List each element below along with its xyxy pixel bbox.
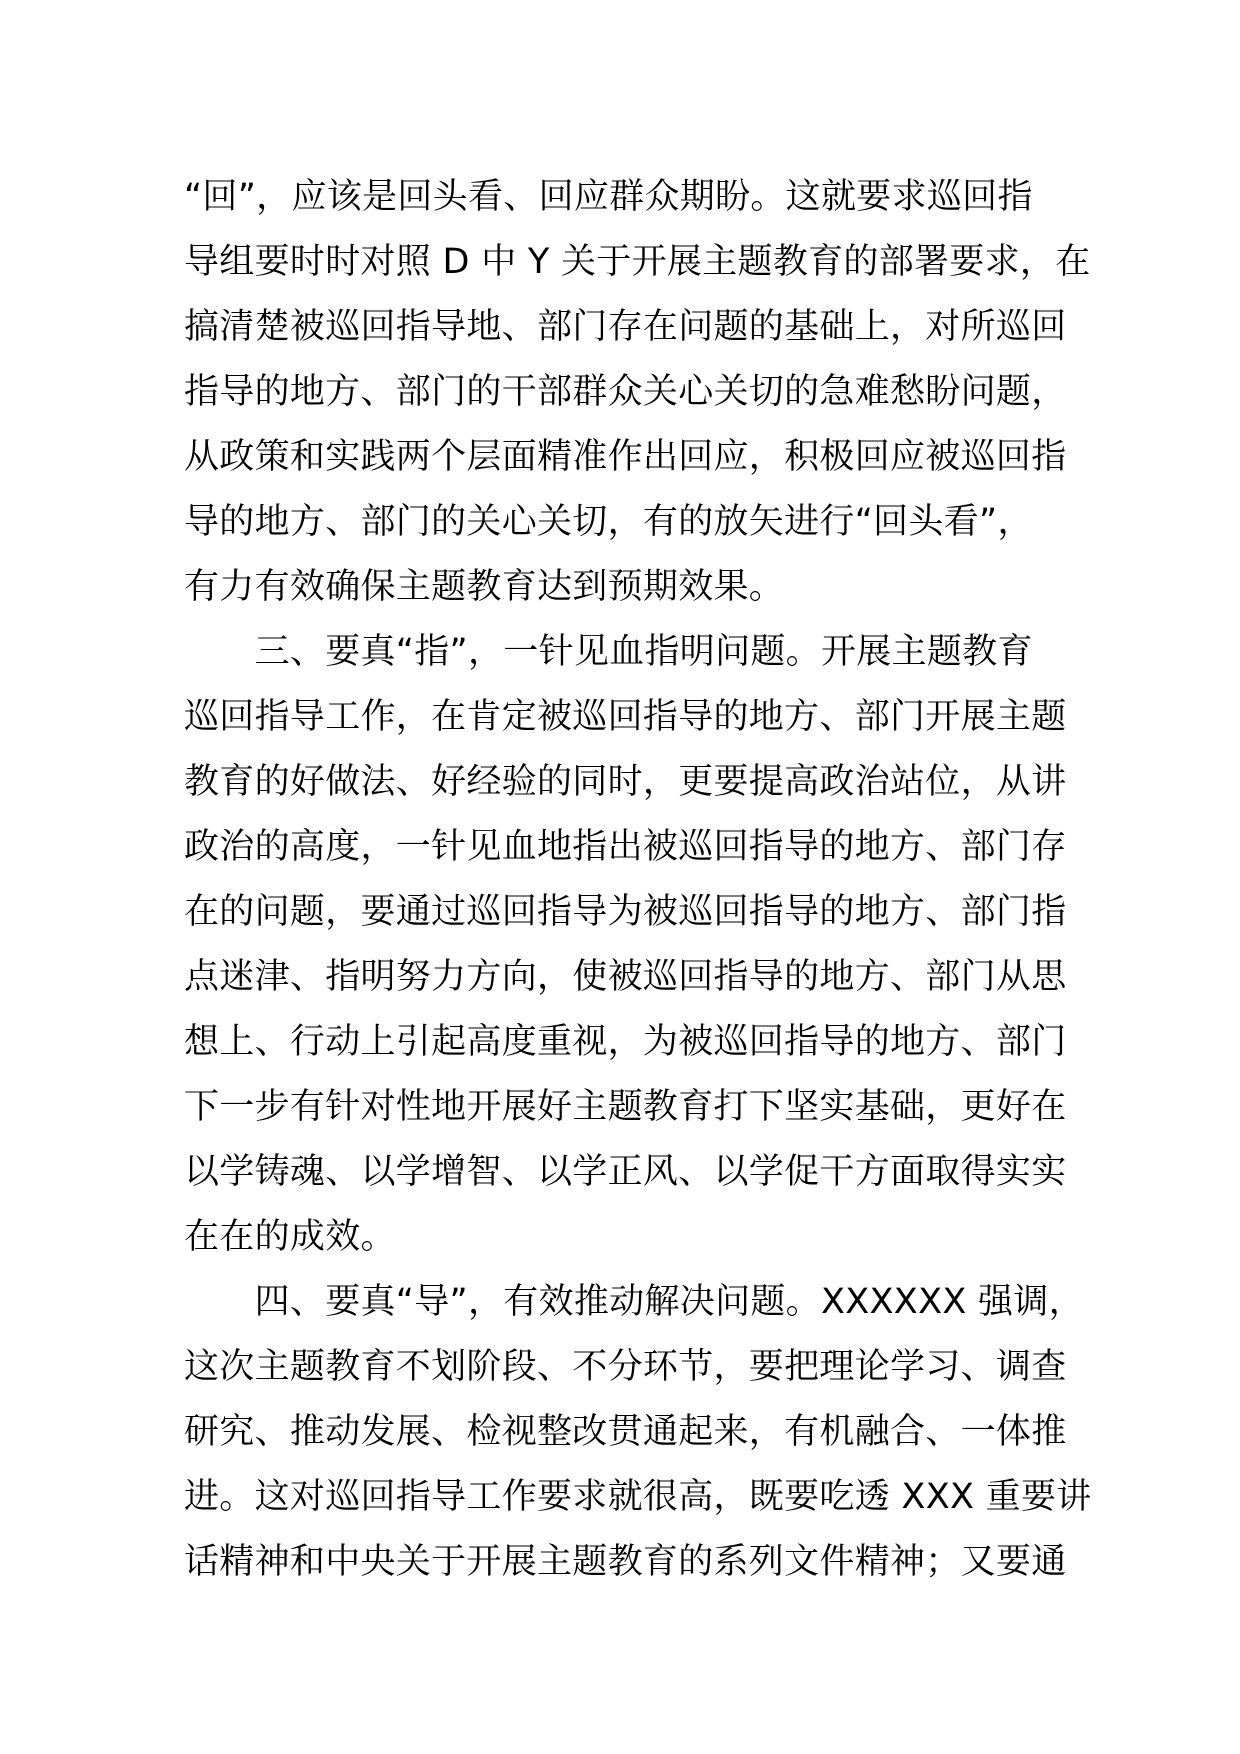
body-text [184,165,1092,1595]
text-line: 研究、推动发展、检视整改贯通起来，有机融合、一体推 [184,1412,1067,1452]
text-line: 以学铸魂、以学增智、以学正风、以学促干方面取得实实 [184,1152,1067,1192]
text-line: 想上、行动上引起高度重视，为被巡回指导的地方、部门 [184,1022,1067,1062]
text-line: 指导的地方、部门的干部群众关心关切的急难愁盼问题， [184,372,1067,412]
text-line: 在的问题，要通过巡回指导为被巡回指导的地方、部门指 [184,892,1067,932]
text-line: 四、要真“导”，有效推动解决问题。XXXXXX 强调， [184,1282,1084,1322]
text-line: 导的地方、部门的关心关切，有的放矢进行“回头看”， [184,502,1033,542]
text-line: 进。这对巡回指导工作要求就很高，既要吃透 XXX 重要讲 [184,1477,1092,1517]
text-line: 三、要真“指”，一针见血指明问题。开展主题教育 [184,632,1033,672]
text-line: 这次主题教育不划阶段、不分环节，要把理论学习、调查 [184,1347,1067,1387]
text-line: 导组要时时对照 D 中 Y 关于开展主题教育的部署要求，在 [184,242,1091,282]
text-line: 有力有效确保主题教育达到预期效果。 [184,567,785,607]
text-line: 在在的成效。 [184,1217,396,1257]
text-line: 从政策和实践两个层面精准作出回应，积极回应被巡回指 [184,437,1067,477]
text-line: 教育的好做法、好经验的同时，更要提高政治站位，从讲 [184,762,1067,802]
text-line: 巡回指导工作，在肯定被巡回指导的地方、部门开展主题 [184,697,1067,737]
text-line: 点迷津、指明努力方向，使被巡回指导的地方、部门从思 [184,957,1067,997]
text-line: 下一步有针对性地开展好主题教育打下坚实基础，更好在 [184,1087,1067,1127]
text-line: 话精神和中央关于开展主题教育的系列文件精神；又要通 [184,1542,1067,1582]
text-line: 搞清楚被巡回指导地、部门存在问题的基础上，对所巡回 [184,307,1067,347]
text-line: “回”，应该是回头看、回应群众期盼。这就要求巡回指 [184,177,1033,217]
text-line: 政治的高度，一针见血地指出被巡回指导的地方、部门存 [184,827,1067,867]
